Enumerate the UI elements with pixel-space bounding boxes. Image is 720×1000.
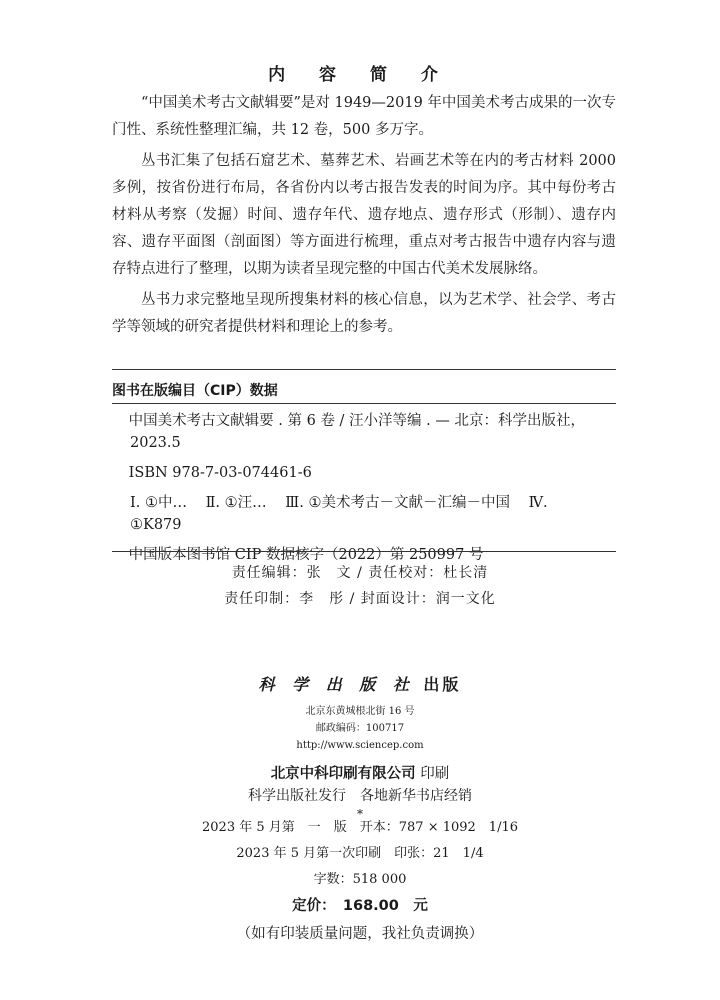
printer-name: 北京中科印刷有限公司 [270,766,416,782]
cip-class-item: Ⅲ. ①美术考古－文献－汇编－中国 [285,495,510,511]
print-specs [0,815,720,947]
staff-credits [0,560,720,612]
cip-class-item: Ⅳ. ①K879 [130,495,548,533]
cip-classification [130,492,616,536]
cip-class-item: Ⅱ. ①汪… [205,495,267,511]
publisher-postcode: 邮政编码：100717 [315,723,405,734]
cip-block [112,410,616,566]
cip-heading-rule [112,403,616,404]
distribution-line: 科学出版社发行 各地新华书店经销 [248,788,472,804]
intro-paragraph: 丛书力求完整地呈现所搜集材料的核心信息，以为艺术学、社会学、考古学等领域的研究者提供材料和理论上的参考。 [112,292,616,335]
publisher-url: http://www.sciencep.com [296,740,424,751]
publisher-name [0,672,720,695]
cip-isbn: ISBN 978-7-03-074461-6 [128,465,312,481]
publisher-block [0,672,720,821]
staff-line: 责任印制：李 彤 / 封面设计：润一文化 [224,591,496,607]
intro-title: 内 容 简 介 [268,65,452,85]
cip-bottom-rule [112,551,616,552]
printer-line [0,762,720,783]
publisher-address: 北京东黄城根北街 16 号 [305,706,415,717]
cip-top-rule [112,369,616,370]
intro-paragraph: “中国美术考古文献辑要”是对 1949—2019 年中国美术考古成果的一次专门性、系统性整理汇编，共 12 卷，500 多万字。 [112,95,616,138]
price-line: 定价： 168.00 元 [292,898,428,914]
publisher-action: 出版 [423,675,462,694]
staff-line: 责任编辑：张 文 / 责任校对：杜长清 [231,565,489,581]
cip-title-line-cont: 2023.5 [130,435,181,451]
cip-heading: 图书在版编目（CIP）数据 [112,383,278,399]
edition-line: 2023 年 5 月第 一 版 开本：787 × 1092 1/16 [202,820,518,835]
quality-note: （如有印装质量问题，我社负责调换） [236,926,484,942]
intro-text [112,90,616,345]
publisher-logo-text: 科 学 出 版 社 [258,675,415,694]
intro-paragraph: 丛书汇集了包括石窟艺术、墓葬艺术、岩画艺术等在内的考古材料 2000 多例，按省份进行布局，各省份内以考古报告发表的时间为序。其中每份考古材料从考察（发掘）时间、遗存年代、遗存地点、遗存形式（形制）、遗存内容、遗存平面图（剖面图）等方面进行梳理，重点对考古报告中遗存内容与遗存特点进行了整理，以期为读者呈现完整的中国古代美术发展脉络。 [112,153,616,277]
separator-star: * [357,807,363,821]
cip-class-item: Ⅰ. ①中… [130,495,187,511]
printer-action: 印刷 [420,766,450,782]
cip-record: 中国版本图书馆 CIP 数据核字（2022）第 250997 号 [128,547,484,563]
printing-line: 2023 年 5 月第一次印刷 印张：21 1/4 [236,846,484,861]
wordcount-line: 字数：518 000 [313,872,407,887]
cip-title-line: 中国美术考古文献辑要 . 第 6 卷 / 汪小洋等编 . — 北京：科学出版社， [128,413,585,429]
